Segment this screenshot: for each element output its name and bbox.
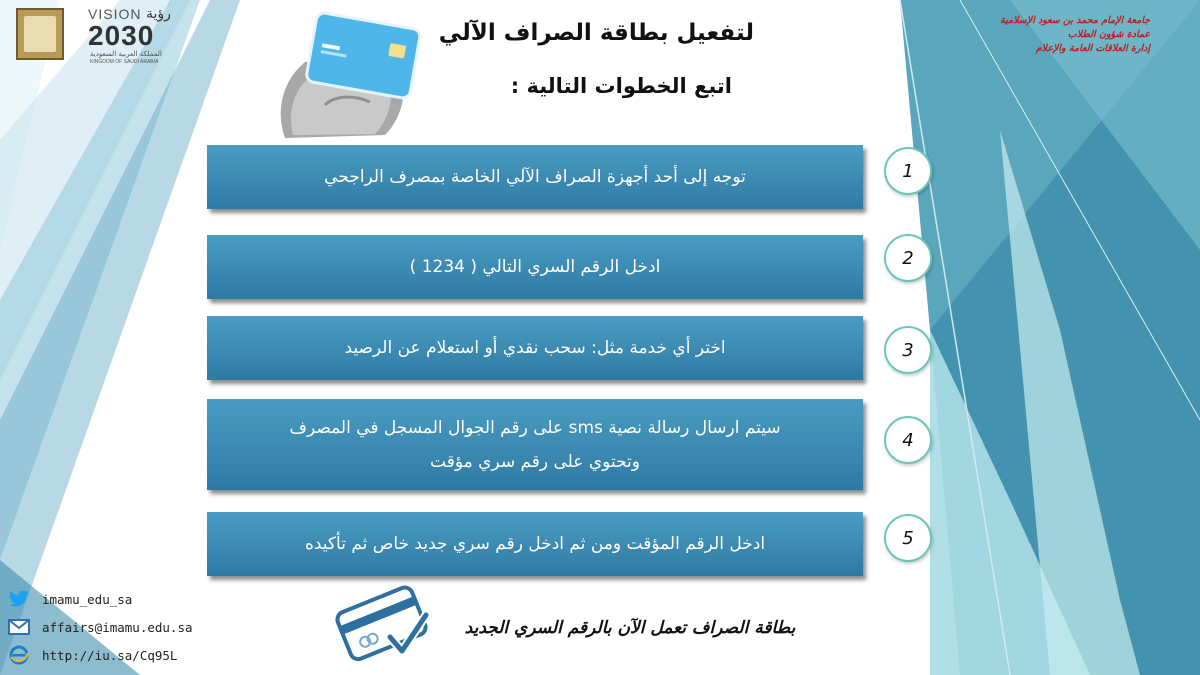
- step-3-text: اختر أي خدمة مثل: سحب نقدي أو استعلام عن الرصيد: [344, 338, 726, 358]
- hand-card-illustration: [275, 10, 420, 140]
- vision-kingdom-ar: المملكة العربية السعودية: [90, 50, 162, 58]
- final-message: بطاقة الصراف تعمل الآن بالرقم السري الجديد: [464, 618, 796, 638]
- mail-icon: [8, 617, 30, 637]
- step-4-box: [207, 399, 863, 490]
- step-3-box: [207, 316, 863, 380]
- twitter-handle: imamu_edu_sa: [42, 591, 133, 607]
- org-department: إدارة العلاقات العامة والإعلام: [1035, 43, 1150, 54]
- web-icon: [8, 645, 30, 665]
- org-deanship: عمادة شؤون الطلاب: [1067, 29, 1150, 40]
- step-5-text: ادخل الرقم المؤقت ومن ثم ادخل رقم سري جديد خاص ثم تأكيده: [304, 534, 766, 554]
- page-title: لتفعيل بطاقة الصراف الآلي: [438, 20, 754, 46]
- contact-website[interactable]: [8, 645, 177, 665]
- university-seal-logo: [16, 8, 64, 60]
- step-2-text: ادخل الرقم السري التالي ( 1234 ): [409, 257, 661, 277]
- step-4-text-line2: وتحتوي على رقم سري مؤقت: [430, 451, 640, 472]
- organization-block: [1000, 14, 1150, 56]
- contact-email[interactable]: [8, 617, 193, 637]
- step-1-number: 1: [884, 147, 932, 195]
- email-address: affairs@imamu.edu.sa: [42, 619, 193, 635]
- step-2-box: [207, 235, 863, 299]
- step-5-number: 5: [884, 514, 932, 562]
- vision-year: 2030: [88, 20, 155, 51]
- step-3-number: 3: [884, 326, 932, 374]
- vision-kingdom-en: KINGDOM OF SAUDI ARABIA: [90, 59, 159, 65]
- step-2-number: 2: [884, 234, 932, 282]
- step-1-box: [207, 145, 863, 209]
- step-1-text: توجه إلى أحد أجهزة الصراف الآلي الخاصة بمصرف الراجحي: [324, 167, 746, 187]
- step-4-number: 4: [884, 416, 932, 464]
- twitter-icon: [8, 589, 30, 609]
- page-subtitle: اتبع الخطوات التالية :: [510, 74, 732, 98]
- contact-twitter[interactable]: [8, 589, 132, 609]
- vision-2030-logo: [88, 6, 178, 64]
- vision-arabic: رؤية: [146, 6, 171, 22]
- step-4-text-line1: سيتم ارسال رسالة نصية sms على رقم الجوال المسجل في المصرف: [289, 417, 781, 438]
- card-check-icon: [328, 585, 433, 665]
- step-5-box: [207, 512, 863, 576]
- org-university: جامعة الإمام محمد بن سعود الإسلامية: [1000, 15, 1150, 26]
- website-url: http://iu.sa/Cq95L: [42, 647, 178, 663]
- vision-label: VISION: [88, 6, 142, 22]
